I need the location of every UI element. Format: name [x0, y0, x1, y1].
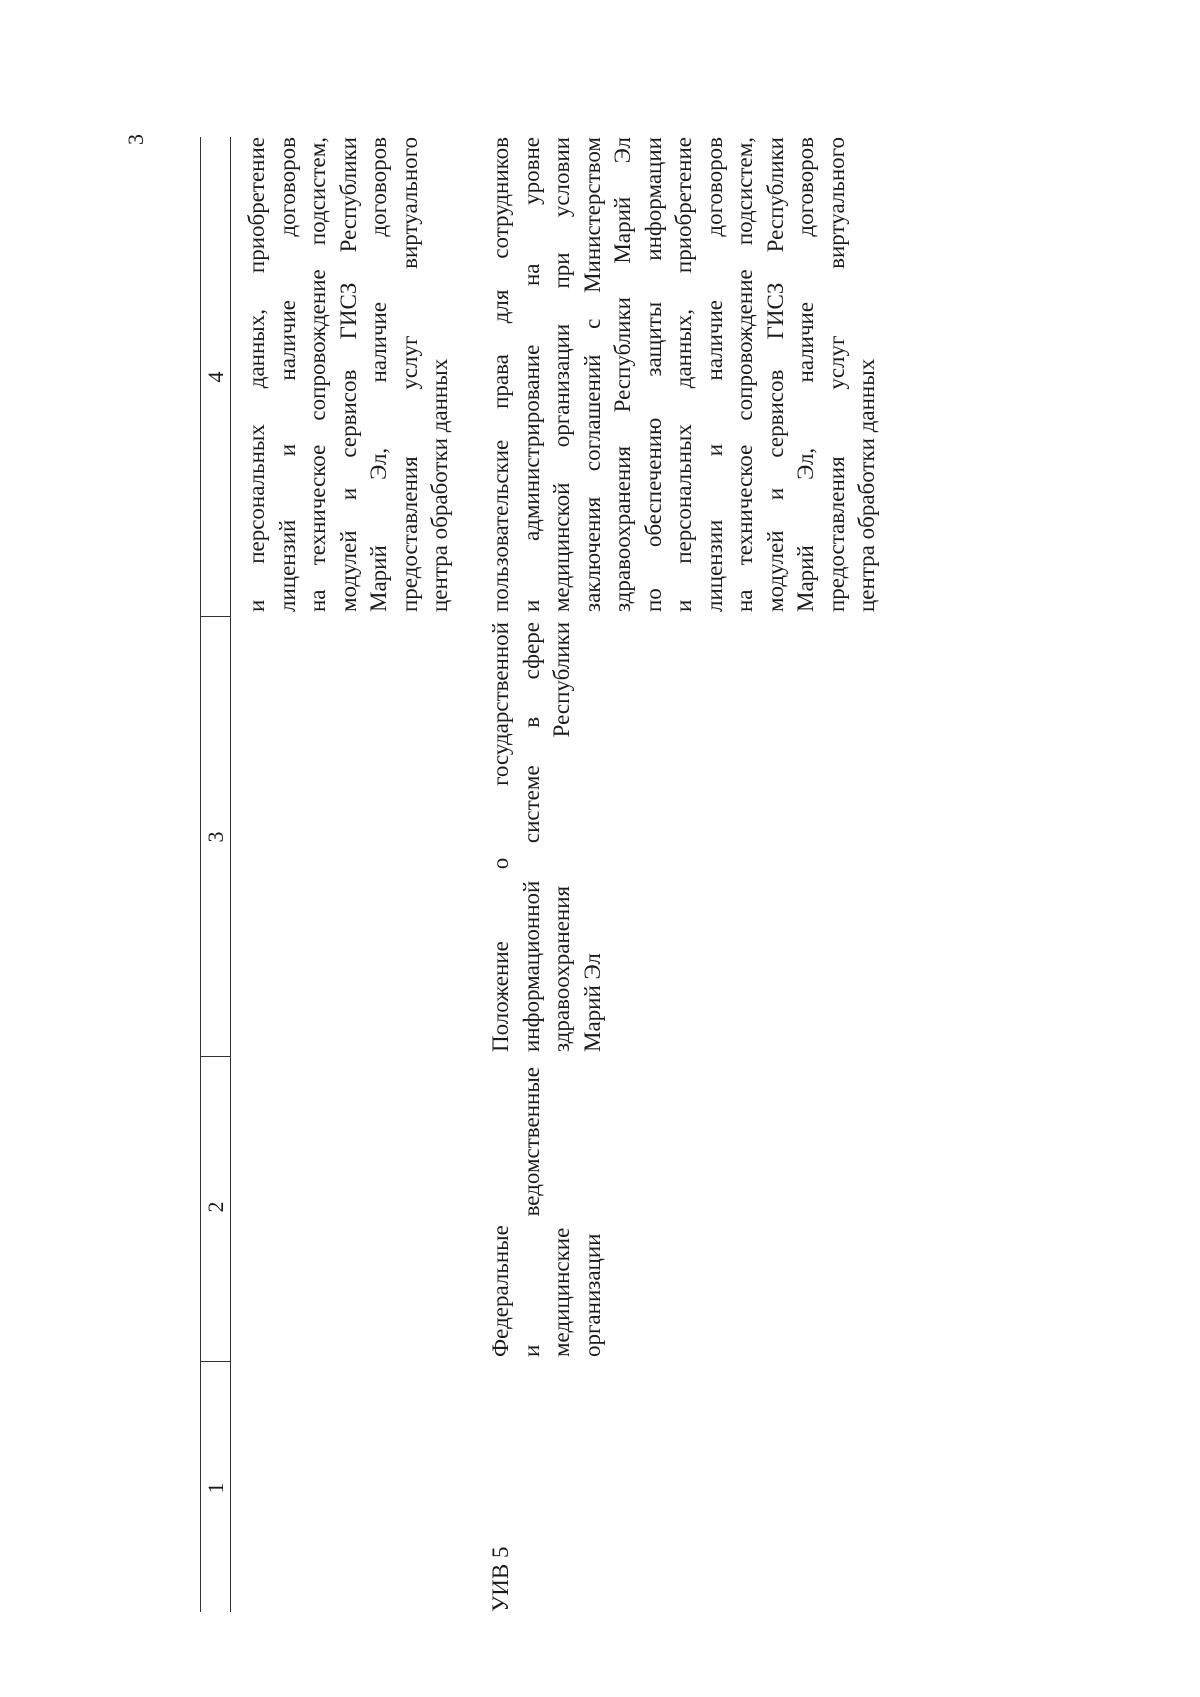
text-line: лицензии и наличие договоров	[701, 137, 727, 612]
text-line: на техническое сопровождение подсистем,	[732, 137, 757, 612]
text-line: Федеральные	[488, 1225, 513, 1357]
uiv5-col3-text	[486, 622, 608, 1052]
text-line: медицинской организации при условии	[549, 137, 574, 612]
text-line: Марий Эл	[579, 953, 605, 1052]
text-line: предоставления услуг виртуального	[823, 137, 849, 612]
text-line: здравоохранения Республики Марий Эл	[610, 137, 635, 612]
header-col-1: 1	[203, 1482, 228, 1494]
text-line: Марий Эл, наличие договоров	[793, 137, 818, 612]
text-line: здравоохранения Республики	[549, 622, 574, 1052]
text-line: на техническое сопровождение подсистем,	[305, 137, 330, 612]
rotated-table	[200, 132, 920, 1612]
uiv5-col1-text	[486, 1372, 517, 1612]
page-number: 3	[123, 134, 148, 145]
text-line: информационной системе в сфере	[518, 622, 544, 1052]
text-line: модулей и сервисов ГИСЗ Республики	[335, 137, 361, 612]
text-line: центра обработки данных	[427, 358, 452, 612]
text-line: и администрирование на уровне	[518, 137, 544, 612]
text-line: и ведомственные	[518, 1067, 544, 1357]
col-divider-2	[200, 1056, 230, 1057]
text-line: центра обработки данных	[854, 358, 879, 612]
text-line: предоставления услуг виртуального	[396, 137, 422, 612]
text-line: по обеспечению защиты информации	[640, 137, 666, 612]
text-line: организации	[579, 1233, 605, 1357]
col-divider-3	[200, 616, 230, 617]
uiv5-col2-text	[486, 1067, 608, 1357]
col-divider-1	[200, 1361, 230, 1362]
text-line: УИВ 5	[488, 1546, 513, 1612]
text-line: Положение о государственной	[488, 622, 513, 1052]
table-top-rule	[200, 137, 201, 1612]
header-col-3: 3	[203, 831, 228, 843]
uiv5-col4-text	[486, 137, 883, 612]
text-line: модулей и сервисов ГИСЗ Республики	[762, 137, 788, 612]
header-bottom-rule	[230, 137, 231, 1612]
header-col-4: 4	[203, 371, 228, 383]
text-line: Марий Эл, наличие договоров	[366, 137, 391, 612]
continuation-col4-text	[242, 137, 456, 612]
text-line: пользовательские права для сотрудников	[488, 137, 513, 612]
text-line: лицензий и наличие договоров	[274, 137, 300, 612]
text-line: заключения соглашений с Министерством	[579, 137, 605, 612]
text-line: и персональных данных, приобретение	[244, 137, 269, 612]
text-line: медицинские	[549, 1227, 574, 1357]
text-line: и персональных данных, приобретение	[671, 137, 696, 612]
header-col-2: 2	[203, 1201, 228, 1213]
